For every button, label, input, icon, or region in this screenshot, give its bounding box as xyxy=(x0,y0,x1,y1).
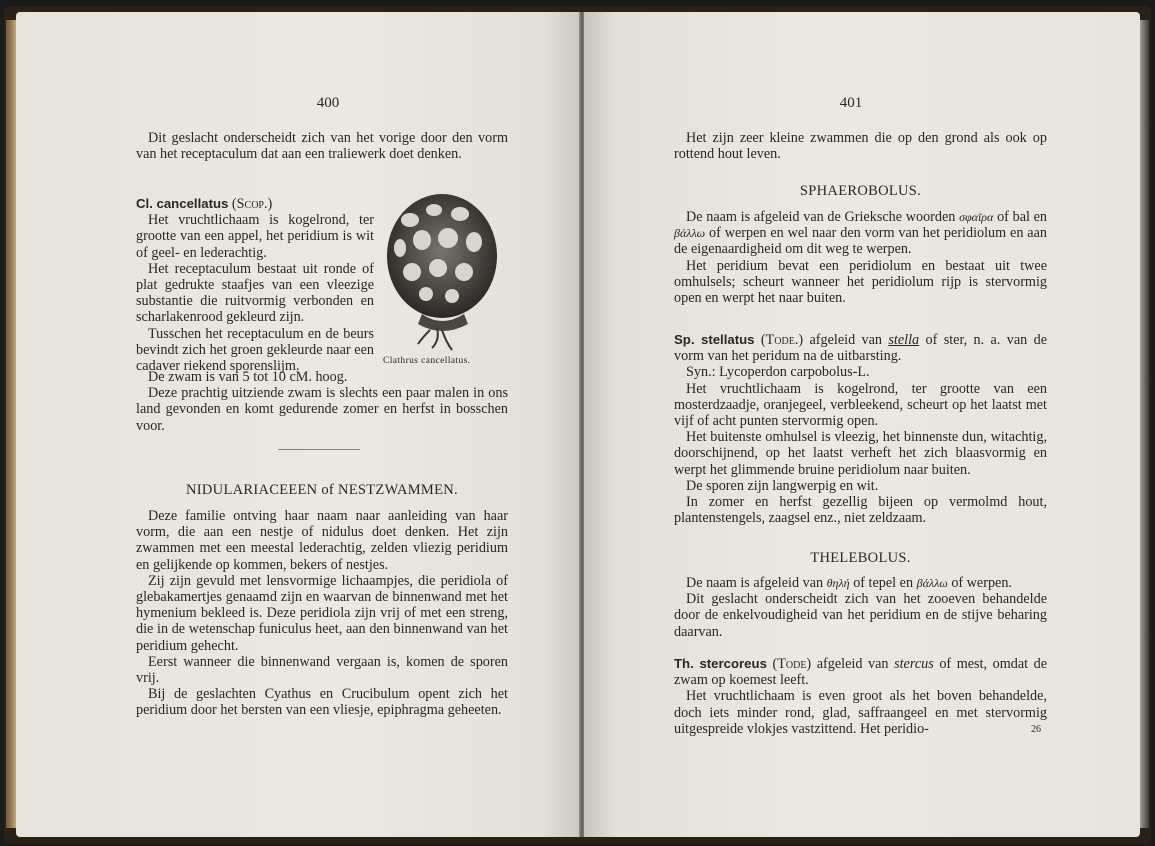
clathrus-illustration xyxy=(382,188,502,353)
species-continuation xyxy=(136,369,508,434)
species-paragraph: Het vruchtlichaam is kogelrond, ter grootte van een appel, het peridium is wit of geel- en lederachtig. xyxy=(136,212,374,261)
family-paragraph: Deze familie ontving haar naam naar aanleiding van haar vorm, die aan een nestje of nidulus doet denken. Het zijn zwammen met een meestal lederachtig, zelden vliezig peridium en gelijkende op kommen, bekers of nestjes. xyxy=(136,508,508,573)
greek-word: σφαῖρα xyxy=(959,210,994,224)
family-description xyxy=(136,508,508,719)
species-block xyxy=(136,196,374,374)
intro-text: Dit geslacht onderscheidt zich van het vorige door den vorm van het receptaculum dat aan een traliewerk doet denken. xyxy=(136,130,508,163)
species-paragraph: Het vruchtlichaam is kogelrond, ter grootte van een mosterdzaadje, oranjegeel, verbleekend, scheurt op het laatst met vijf of acht punten stervormig open. xyxy=(674,380,1047,430)
figure-caption: Clathrus cancellatus. xyxy=(383,356,471,366)
signature-mark: 26 xyxy=(1031,724,1041,735)
greek-word: θηλή xyxy=(826,576,850,590)
intro-text: Het zijn zeer kleine zwammen die op den grond als ook op rottend hout leven. xyxy=(674,130,1047,163)
species-name: Sp. stellatus xyxy=(674,332,755,347)
latin-word: stella xyxy=(888,332,920,348)
family-paragraph: Zij zijn gevuld met lensvormige lichaampjes, die peridiola of glebakamertjes genaamd zijn en waarvan de binnenwand met het hymenium bekleed is. Deze peridiola zijn vrij of met een streng, die in de wetenschap funiculus heet, aan den binnenwand van het peridium gehecht. xyxy=(136,572,508,654)
species-paragraph: In zomer en herfst gezellig bijeen op vermolmd hout, plantenstengels, zaagsel enz., niet zeldzaam. xyxy=(674,494,1047,527)
species-paragraph: De sporen zijn langwerpig en wit. xyxy=(686,477,879,494)
right-page xyxy=(584,12,1140,837)
species-name: Th. stercoreus xyxy=(674,656,767,671)
text-span: De naam is afgeleid van xyxy=(686,575,824,591)
species-paragraph: Het vruchtlichaam is even groot als het boven behandelde, doch iets minder rond, glad, saffraangeel en met stervormig uitgespreide vlokjes vastzittend. Het peridio- xyxy=(674,688,1047,737)
thelebolus-description xyxy=(674,575,1047,640)
family-paragraph: Eerst wanneer die binnenwand vergaan is, komen de sporen vrij. xyxy=(136,653,508,687)
latin-word: stercus xyxy=(894,656,934,672)
text-span: of tepel en xyxy=(853,575,914,591)
text-span: of werpen. xyxy=(951,575,1012,591)
page-number: 400 xyxy=(316,95,340,111)
greek-word: βάλλω xyxy=(674,226,706,241)
genus-heading: SPHAEROBOLUS. xyxy=(799,183,922,199)
receptaculum-shape xyxy=(387,194,497,318)
species-paragraph: Het buitenste omhulsel is vleezig, het binnenste dun, witachtig, doorschijnend, op het laatst verheft het zich blaasvormig en werpt het glimmende bruine peridiolum naar buiten. xyxy=(674,429,1047,478)
text-span: afgeleid van xyxy=(809,332,883,348)
species-paragraph: Het receptaculum bestaat uit ronde of plat gedrukte staafjes van een vleezige substantie die ruitvormig verbonden en scharlakenrood gekleurd zijn. xyxy=(136,260,374,326)
genus-heading: THELEBOLUS. xyxy=(810,550,911,566)
text-span: of werpen en wel naar den vorm van het peridiolum en aan de eigenaardigheid om dit weg te werpen. xyxy=(674,225,1047,258)
text-span: of ster, n. a. van de vorm van het peridum na de uitbarsting. xyxy=(674,332,1048,365)
intro-paragraph xyxy=(136,130,508,162)
section-heading: NIDULARIACEEEN of NESTZWAMMEN. xyxy=(186,482,458,498)
species-paragraph: Tusschen het receptaculum en de beurs bevindt zich het groen gekleurde naar een cadaver riekend sporenslijm. xyxy=(136,325,374,375)
greek-word: βάλλω xyxy=(916,576,948,590)
species-name: Cl. cancellatus xyxy=(136,196,229,211)
height-paragraph: De zwam is van 5 tot 10 cM. hoog. xyxy=(148,369,348,385)
section-divider xyxy=(278,449,360,450)
text-span: of mest, omdat de zwam op koemest leeft. xyxy=(674,656,1048,689)
occurrence-paragraph: Deze prachtig uitziende zwam is slechts een paar malen in ons land gevonden en komt gedurende zomer en herfst in bosschen voor. xyxy=(136,385,508,434)
peridium-paragraph: Het peridium bevat een peridiolum en bestaat uit twee omhulsels; scheurt wanneer het peridiolum rijp is stervormig open en werpt het naar buiten. xyxy=(674,257,1047,307)
species-block xyxy=(674,656,1047,737)
species-block xyxy=(674,332,1047,526)
left-page xyxy=(16,12,581,837)
intro-paragraph xyxy=(674,130,1047,162)
etymology-paragraph xyxy=(674,575,1047,591)
species-author: (Tode) xyxy=(772,656,812,672)
mycelium-strands xyxy=(418,328,452,350)
sphaerobolus-description xyxy=(674,209,1047,306)
genus-paragraph: Dit geslacht onderscheidt zich van het zooeven behandelde door de enkelvoudigheid van het peridium en de stijve beharing daarvan. xyxy=(674,591,1047,640)
species-author: (Tode.) xyxy=(760,332,804,348)
synonym-line: Syn.: Lycoperdon carpobolus-L. xyxy=(686,364,870,381)
text-span: De naam is afgeleid van de Grieksche woorden xyxy=(686,209,956,225)
page-number: 401 xyxy=(839,95,863,111)
etymology-paragraph xyxy=(674,209,1047,258)
text-span: of bal en xyxy=(997,209,1048,225)
family-paragraph: Bij de geslachten Cyathus en Crucibulum opent zich het peridium door het bersten van een vliesje, epiphragma geheeten. xyxy=(136,686,508,719)
species-author: (Scop.) xyxy=(231,196,273,212)
text-span: afgeleid van xyxy=(816,656,889,672)
